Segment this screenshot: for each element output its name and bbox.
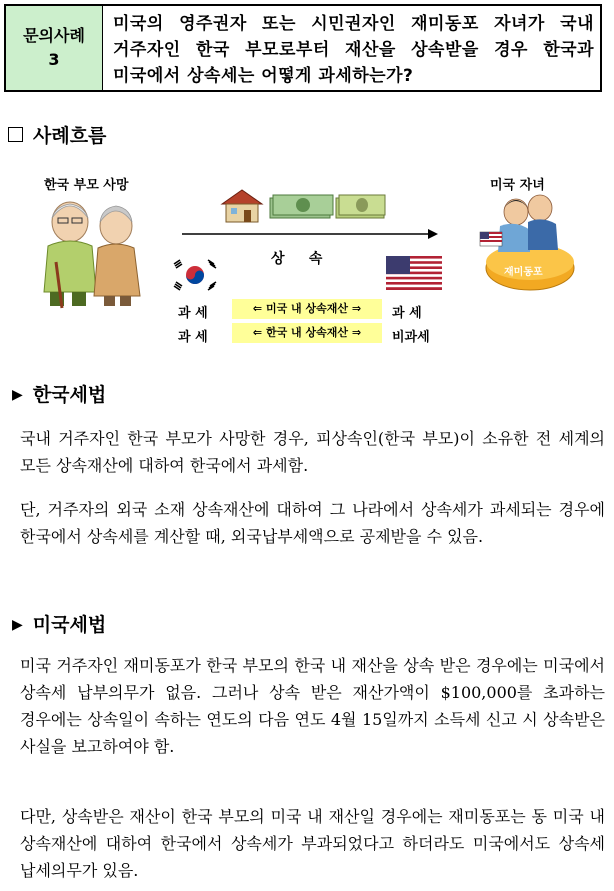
korea-tax-row2: 과 세 — [178, 330, 208, 345]
case-question: 미국의 영주권자 또는 시민권자인 재미동포 자녀가 국내 거주자인 한국 부모로부터 재산을 상속받을 경우 한국과 미국에서 상속세는 어떻게 과세하는가? — [113, 14, 594, 86]
us-flag-icon — [386, 256, 442, 290]
parents-label: 한국 부모 사망 — [44, 178, 129, 193]
us-law-paragraph-1: 미국 거주자인 재미동포가 한국 부모의 한국 내 재산을 상속 받은 경우에는 미국에서 상속세 납부의무가 없음. 그러나 상속 받은 재산가액이 $100,000를 초과하는 경우에는 상속일이 속하는 연도의 다음 연도 4월 15일까지 소득세 신고 시 상속받은 사실을 보고하여야 함. — [20, 656, 605, 756]
us-tax-row1: 과 세 — [392, 306, 422, 321]
section-flow-title: 사례흐름 — [33, 125, 107, 147]
property-and-money-image — [218, 188, 388, 224]
square-bullet-icon — [8, 127, 23, 142]
flow-diagram — [0, 160, 614, 360]
elderly-parents-image — [36, 192, 148, 310]
triangle-bullet-icon: ▶ — [12, 387, 23, 403]
case-label — [6, 6, 103, 90]
child-label: 미국 자녀 — [490, 178, 545, 193]
section-korea-law-title: 한국세법 — [32, 384, 107, 406]
section-us-law-heading — [12, 610, 106, 637]
korea-property-highlight: ⇐ 한국 내 상속재산 ⇒ — [232, 323, 382, 343]
korea-law-paragraph-2: 단, 거주자의 외국 소재 상속재산에 대하여 그 나라에서 상속세가 과세되는 경우에 한국에서 상속세를 계산할 때, 외국납부세액으로 공제받을 수 있음. — [20, 500, 605, 546]
section-korea-law-heading — [12, 380, 106, 407]
korea-tax-row1: 과 세 — [178, 306, 208, 321]
badge-text: 재미동포 — [504, 267, 543, 278]
us-tax-row2: 비과세 — [392, 330, 430, 345]
korea-law-paragraph-1: 국내 거주자인 한국 부모가 사망한 경우, 피상속인(한국 부모)이 소유한 전 세계의 모든 상속재산에 대하여 한국에서 과세함. — [20, 429, 605, 475]
us-law-paragraph-2: 다만, 상속받은 재산이 한국 부모의 미국 내 재산일 경우에는 재미동포는 동 미국 내 상속재산에 대하여 한국에서 상속세가 부과되었다고 하더라도 미국에서도 상속세 납세의무가 있음. — [20, 807, 605, 880]
case-number: 3 — [48, 50, 60, 69]
inheritance-arrow-icon — [180, 224, 440, 244]
inheritance-label: 상 속 — [271, 251, 323, 267]
triangle-bullet-icon: ▶ — [12, 617, 23, 633]
section-flow-heading — [8, 121, 106, 148]
korea-flag-icon — [170, 258, 220, 292]
case-label-text: 문의사례 — [23, 26, 85, 45]
us-property-highlight: ⇐ 미국 내 상속재산 ⇒ — [232, 299, 382, 319]
case-header-box — [4, 4, 602, 92]
section-us-law-title: 미국세법 — [32, 614, 107, 636]
